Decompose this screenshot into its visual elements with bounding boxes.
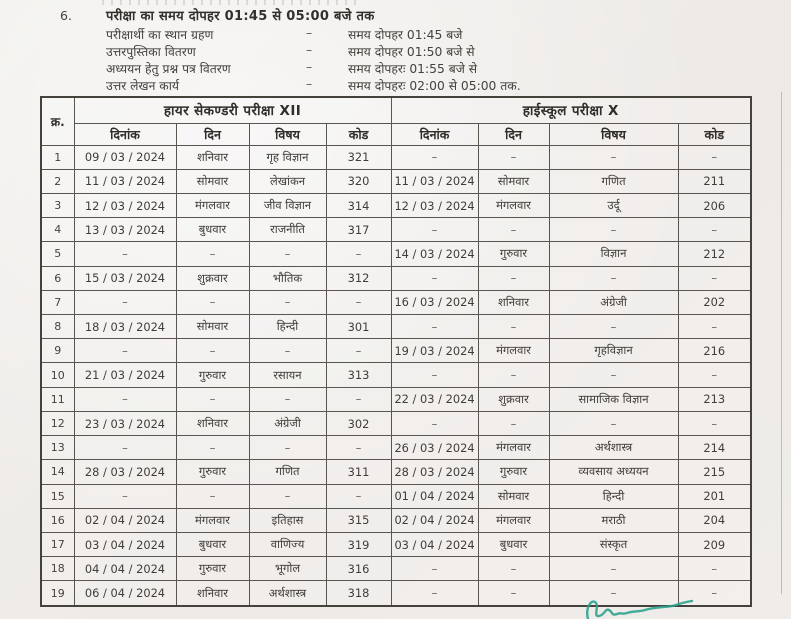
table-row [41, 363, 751, 387]
col-header-x-date: दिनांक [391, 123, 478, 145]
data-cell: – [678, 557, 751, 581]
data-cell: – [478, 557, 549, 581]
data-cell: इतिहास [249, 508, 326, 532]
data-cell: – [478, 145, 549, 169]
data-cell: – [478, 218, 549, 242]
col-header-xii-code: कोड [326, 123, 391, 145]
data-cell: – [549, 411, 678, 435]
col-header-x-day: दिन [478, 123, 549, 145]
data-cell: विज्ञान [549, 242, 678, 266]
schedule-line [106, 43, 666, 60]
data-cell: सोमवार [176, 169, 249, 193]
data-cell: – [326, 242, 391, 266]
data-cell: 312 [326, 266, 391, 290]
table-row [41, 290, 751, 314]
data-cell: मंगलवार [478, 339, 549, 363]
data-cell: 16 / 03 / 2024 [391, 290, 478, 314]
data-cell: राजनीति [249, 218, 326, 242]
data-cell: गुरुवार [176, 460, 249, 484]
exam-schedule-table [40, 96, 752, 607]
data-cell: 04 / 04 / 2024 [74, 557, 176, 581]
data-cell: – [74, 436, 176, 460]
data-cell: 14 / 03 / 2024 [391, 242, 478, 266]
data-cell: 318 [326, 581, 391, 606]
data-cell: – [478, 581, 549, 606]
group-header-highschool-x: हाईस्कूल परीक्षा X [391, 97, 751, 123]
data-cell: – [678, 218, 751, 242]
data-cell: शनिवार [176, 581, 249, 606]
data-cell: अर्थशास्त्र [549, 436, 678, 460]
data-cell: 19 / 03 / 2024 [391, 339, 478, 363]
schedule-line-time: समय दोपहरः 02:00 से 05:00 तक. [348, 79, 521, 93]
schedule-line-label: उत्तर लेखन कार्य [106, 79, 180, 93]
data-cell: 11 / 03 / 2024 [391, 169, 478, 193]
dash-separator: – [306, 60, 313, 74]
data-cell: – [176, 339, 249, 363]
data-cell: – [549, 581, 678, 606]
data-cell: – [326, 290, 391, 314]
data-cell: 321 [326, 145, 391, 169]
data-cell: हिन्दी [249, 315, 326, 339]
table-row [41, 145, 751, 169]
data-cell: 09 / 03 / 2024 [74, 145, 176, 169]
data-cell: गृह विज्ञान [249, 145, 326, 169]
data-cell: भूगोल [249, 557, 326, 581]
data-cell: 302 [326, 411, 391, 435]
data-cell: 23 / 03 / 2024 [74, 411, 176, 435]
table-row [41, 339, 751, 363]
table-row [41, 436, 751, 460]
scan-artifact-top [102, 0, 362, 5]
data-cell: मंगलवार [176, 508, 249, 532]
data-cell: 215 [678, 460, 751, 484]
data-cell: गणित [249, 460, 326, 484]
data-cell: सोमवार [478, 484, 549, 508]
data-cell: – [478, 266, 549, 290]
data-cell: – [74, 339, 176, 363]
data-cell: गुरुवार [478, 460, 549, 484]
schedule-line-time: समय दोपहरः 01:55 बजे से [348, 62, 478, 76]
table-row [41, 387, 751, 411]
data-cell: 201 [678, 484, 751, 508]
data-cell: – [549, 315, 678, 339]
data-cell: जीव विज्ञान [249, 193, 326, 217]
data-cell: 320 [326, 169, 391, 193]
data-cell: – [678, 266, 751, 290]
data-cell: 13 / 03 / 2024 [74, 218, 176, 242]
data-cell: रसायन [249, 363, 326, 387]
table-row [41, 218, 751, 242]
col-header-x-subject: विषय [549, 123, 678, 145]
data-cell: – [478, 315, 549, 339]
data-cell: – [678, 363, 751, 387]
data-cell: – [249, 436, 326, 460]
data-cell: 209 [678, 533, 751, 557]
data-cell: – [549, 218, 678, 242]
table-row [41, 266, 751, 290]
data-cell: – [678, 411, 751, 435]
serial-cell: 15 [41, 484, 74, 508]
data-cell: 311 [326, 460, 391, 484]
data-cell: 12 / 03 / 2024 [391, 193, 478, 217]
data-cell: 11 / 03 / 2024 [74, 169, 176, 193]
dash-separator: – [306, 26, 313, 40]
data-cell: 214 [678, 436, 751, 460]
data-cell: – [391, 557, 478, 581]
table-column-header-row [41, 123, 751, 145]
table-row [41, 533, 751, 557]
serial-cell: 19 [41, 581, 74, 606]
data-cell: व्यवसाय अध्ययन [549, 460, 678, 484]
data-cell: सोमवार [478, 169, 549, 193]
data-cell: शुक्रवार [478, 387, 549, 411]
data-cell: अर्थशास्त्र [249, 581, 326, 606]
dash-separator: – [306, 43, 313, 57]
data-cell: – [391, 363, 478, 387]
data-cell: – [549, 363, 678, 387]
data-cell: 211 [678, 169, 751, 193]
data-cell: 15 / 03 / 2024 [74, 266, 176, 290]
data-cell: – [176, 242, 249, 266]
serial-cell: 16 [41, 508, 74, 532]
data-cell: – [391, 581, 478, 606]
data-cell: बुधवार [478, 533, 549, 557]
col-header-xii-date: दिनांक [74, 123, 176, 145]
data-cell: शनिवार [176, 145, 249, 169]
data-cell: – [176, 387, 249, 411]
table-row [41, 193, 751, 217]
data-cell: गुरुवार [478, 242, 549, 266]
col-header-x-code: कोड [678, 123, 751, 145]
data-cell: 316 [326, 557, 391, 581]
data-cell: – [549, 145, 678, 169]
data-cell: 06 / 04 / 2024 [74, 581, 176, 606]
serial-cell: 2 [41, 169, 74, 193]
data-cell: 21 / 03 / 2024 [74, 363, 176, 387]
serial-cell: 8 [41, 315, 74, 339]
data-cell: 202 [678, 290, 751, 314]
data-cell: – [249, 387, 326, 411]
data-cell: सामाजिक विज्ञान [549, 387, 678, 411]
data-cell: 02 / 04 / 2024 [391, 508, 478, 532]
schedule-line-label: अध्ययन हेतु प्रश्न पत्र वितरण [106, 62, 231, 76]
data-cell: – [74, 290, 176, 314]
data-cell: – [326, 484, 391, 508]
data-cell: – [326, 387, 391, 411]
data-cell: 02 / 04 / 2024 [74, 508, 176, 532]
table-group-header-row [41, 97, 751, 123]
schedule-line-time: समय दोपहर 01:45 बजे [348, 28, 463, 42]
scan-artifact-right-line [781, 92, 782, 594]
data-cell: 12 / 03 / 2024 [74, 193, 176, 217]
serial-cell: 11 [41, 387, 74, 411]
group-header-higher-secondary-xii: हायर सेकण्डरी परीक्षा XII [74, 97, 391, 123]
data-cell: लेखांकन [249, 169, 326, 193]
data-cell: – [176, 290, 249, 314]
serial-cell: 10 [41, 363, 74, 387]
data-cell: बुधवार [176, 218, 249, 242]
col-header-xii-day: दिन [176, 123, 249, 145]
schedule-line-label: परीक्षार्थी का स्थान ग्रहण [106, 28, 214, 42]
serial-cell: 3 [41, 193, 74, 217]
data-cell: – [176, 484, 249, 508]
data-cell: संस्कृत [549, 533, 678, 557]
data-cell: गुरुवार [176, 363, 249, 387]
schedule-line [106, 60, 666, 77]
data-cell: – [326, 436, 391, 460]
serial-cell: 6 [41, 266, 74, 290]
data-cell: – [249, 339, 326, 363]
data-cell: 314 [326, 193, 391, 217]
data-cell: – [249, 484, 326, 508]
data-cell: 22 / 03 / 2024 [391, 387, 478, 411]
exam-time-heading: परीक्षा का समय दोपहर 01:45 से 05:00 बजे तक [106, 9, 375, 24]
data-cell: 26 / 03 / 2024 [391, 436, 478, 460]
data-cell: – [391, 218, 478, 242]
serial-cell: 12 [41, 411, 74, 435]
serial-cell: 17 [41, 533, 74, 557]
data-cell: मराठी [549, 508, 678, 532]
schedule-line [106, 26, 666, 43]
serial-cell: 4 [41, 218, 74, 242]
serial-cell: 5 [41, 242, 74, 266]
data-cell: – [391, 145, 478, 169]
data-cell: 204 [678, 508, 751, 532]
data-cell: – [549, 557, 678, 581]
data-cell: 28 / 03 / 2024 [74, 460, 176, 484]
data-cell: – [391, 315, 478, 339]
data-cell: मंगलवार [176, 193, 249, 217]
data-cell: – [478, 363, 549, 387]
data-cell: 317 [326, 218, 391, 242]
data-cell: अंग्रेजी [249, 411, 326, 435]
schedule-line [106, 77, 666, 94]
data-cell: सोमवार [176, 315, 249, 339]
data-cell: 03 / 04 / 2024 [74, 533, 176, 557]
data-cell: 213 [678, 387, 751, 411]
data-cell: 01 / 04 / 2024 [391, 484, 478, 508]
data-cell: शुक्रवार [176, 266, 249, 290]
serial-cell: 14 [41, 460, 74, 484]
serial-cell: 13 [41, 436, 74, 460]
data-cell: 03 / 04 / 2024 [391, 533, 478, 557]
serial-cell: 18 [41, 557, 74, 581]
data-cell: भौतिक [249, 266, 326, 290]
data-cell: हिन्दी [549, 484, 678, 508]
data-cell: – [391, 266, 478, 290]
data-cell: अंग्रेजी [549, 290, 678, 314]
data-cell: मंगलवार [478, 436, 549, 460]
item-number: 6. [60, 8, 72, 23]
data-cell: – [249, 242, 326, 266]
data-cell: वाणिज्य [249, 533, 326, 557]
data-cell: उर्दू [549, 193, 678, 217]
table-row [41, 508, 751, 532]
dash-separator: – [306, 77, 313, 91]
table-row [41, 169, 751, 193]
data-cell: 216 [678, 339, 751, 363]
data-cell: 301 [326, 315, 391, 339]
table-row [41, 460, 751, 484]
data-cell: बुधवार [176, 533, 249, 557]
data-cell: गुरुवार [176, 557, 249, 581]
data-cell: – [176, 436, 249, 460]
data-cell: – [478, 411, 549, 435]
schedule-lines [106, 26, 666, 94]
data-cell: गणित [549, 169, 678, 193]
data-cell: – [678, 315, 751, 339]
serial-column-header: क्र. [41, 97, 74, 145]
col-header-xii-subject: विषय [249, 123, 326, 145]
data-cell: गृहविज्ञान [549, 339, 678, 363]
table-row [41, 484, 751, 508]
schedule-line-time: समय दोपहर 01:50 बजे से [348, 45, 475, 59]
table-row [41, 242, 751, 266]
table-row [41, 557, 751, 581]
table-row [41, 315, 751, 339]
data-cell: – [249, 290, 326, 314]
data-cell: 315 [326, 508, 391, 532]
data-cell: 212 [678, 242, 751, 266]
data-cell: – [678, 145, 751, 169]
data-cell: 28 / 03 / 2024 [391, 460, 478, 484]
table-row [41, 411, 751, 435]
data-cell: – [326, 339, 391, 363]
serial-cell: 7 [41, 290, 74, 314]
data-cell: शनिवार [176, 411, 249, 435]
data-cell: शनिवार [478, 290, 549, 314]
data-cell: 206 [678, 193, 751, 217]
data-cell: 313 [326, 363, 391, 387]
data-cell: – [74, 242, 176, 266]
data-cell: 319 [326, 533, 391, 557]
serial-cell: 1 [41, 145, 74, 169]
data-cell: मंगलवार [478, 193, 549, 217]
data-cell: 18 / 03 / 2024 [74, 315, 176, 339]
data-cell: – [74, 387, 176, 411]
data-cell: – [549, 266, 678, 290]
data-cell: – [74, 484, 176, 508]
data-cell: – [678, 581, 751, 606]
schedule-line-label: उत्तरपुस्तिका वितरण [106, 45, 196, 59]
data-cell: मंगलवार [478, 508, 549, 532]
serial-cell: 9 [41, 339, 74, 363]
data-cell: – [391, 411, 478, 435]
signature-handwriting [568, 596, 708, 619]
